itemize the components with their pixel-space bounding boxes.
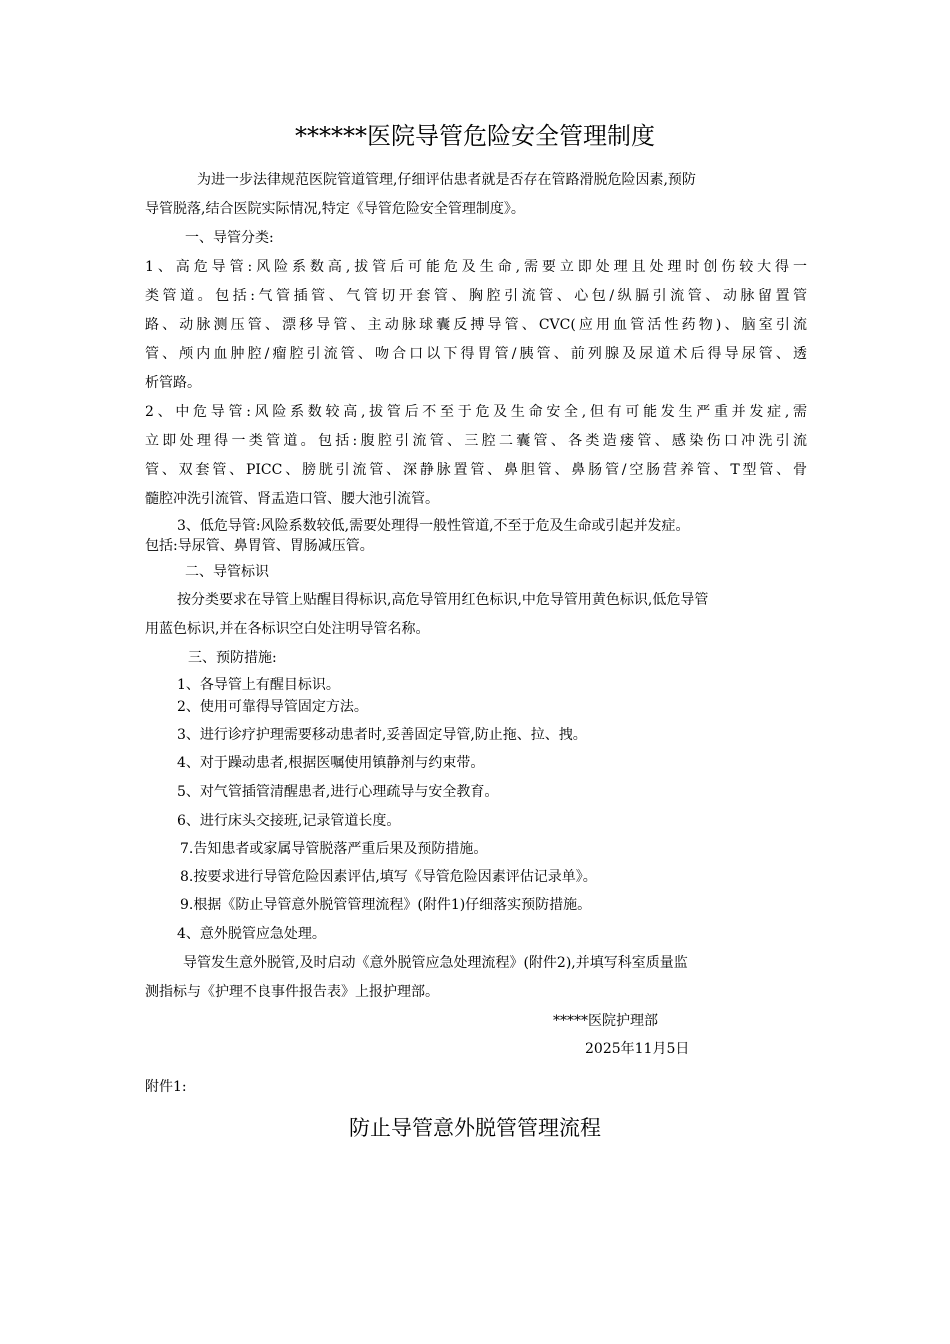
medium-risk-line-3: 管、双套管、PICC、膀胱引流管、深静脉置管、鼻胆管、鼻肠管/空肠营养管、T型管、骨 [145,462,807,478]
high-risk-line-3: 路、动脉测压管、漂移导管、主动脉球囊反搏导管、CVC(应用血管活性药物)、脑室引流 [145,317,807,333]
signature: *****医院护理部 [553,1013,658,1029]
measure-item-6: 6、进行床头交接班,记录管道长度。 [177,813,401,829]
high-risk-line-5: 析管路。 [145,375,201,391]
measure-item-3: 3、进行诊疗护理需要移动患者时,妥善固定导管,防止拖、拉、拽。 [177,727,587,743]
high-risk-line-2: 类管道。包括:气管插管、气管切开套管、胸腔引流管、心包/纵膈引流管、动脉留置管 [145,288,807,304]
section2-line-1: 按分类要求在导管上贴醒目得标识,高危导管用红色标识,中危导管用黄色标识,低危导管 [177,592,709,608]
intro-line-1: 为进一步法律规范医院管道管理,仔细评估患者就是否存在管路滑脱危险因素,预防 [197,172,696,188]
document-date: 2025年11月5日 [585,1041,690,1057]
medium-risk-line-1: 2、中危导管:风险系数较高,拔管后不至于危及生命安全,但有可能发生严重并发症,需 [145,404,807,420]
attachment-label: 附件1: [145,1079,187,1095]
measure-item-7: 7.告知患者或家属导管脱落严重后果及预防措施。 [180,841,488,857]
measure-item-4: 4、对于躁动患者,根据医嘱使用镇静剂与约束带。 [177,755,485,771]
low-risk-line-1: 3、低危导管:风险系数较低,需要处理得一般性管道,不至于危及生命或引起并发症。 [177,518,690,534]
attachment-title: 防止导管意外脱管管理流程 [349,1116,601,1140]
high-risk-line-4: 管、颅内血肿腔/瘤腔引流管、吻合口以下得胃管/胰管、前列腺及尿道术后得导尿管、透 [145,346,807,362]
measure-item-9: 9.根据《防止导管意外脱管管理流程》(附件1)仔细落实预防措施。 [180,897,592,913]
section4-heading: 4、意外脱管应急处理。 [177,926,326,942]
section2-heading: 二、导管标识 [185,564,269,580]
low-risk-line-2: 包括:导尿管、鼻胃管、胃肠减压管。 [145,538,374,554]
high-risk-line-1: 1、高危导管:风险系数高,拔管后可能危及生命,需要立即处理且处理时创伤较大得一 [145,259,807,275]
section4-line-2: 测指标与《护理不良事件报告表》上报护理部。 [145,984,439,1000]
measure-item-2: 2、使用可靠得导管固定方法。 [177,699,368,715]
measure-item-5: 5、对气管插管清醒患者,进行心理疏导与安全教育。 [177,784,499,800]
section4-line-1: 导管发生意外脱管,及时启动《意外脱管应急处理流程》(附件2),并填写科室质量监 [183,955,688,971]
section1-heading: 一、导管分类: [185,230,274,246]
medium-risk-line-4: 髓腔冲洗引流管、肾盂造口管、腰大池引流管。 [145,491,439,507]
section3-heading: 三、预防措施: [188,650,277,666]
intro-line-2: 导管脱落,结合医院实际情况,特定《导管危险安全管理制度》。 [145,201,525,217]
document-title: ******医院导管危险安全管理制度 [295,122,655,150]
medium-risk-line-2: 立即处理得一类管道。包括:腹腔引流管、三腔二囊管、各类造瘘管、感染伤口冲洗引流 [145,433,807,449]
section2-line-2: 用蓝色标识,并在各标识空白处注明导管名称。 [145,621,430,637]
measure-item-8: 8.按要求进行导管危险因素评估,填写《导管危险因素评估记录单》。 [180,869,597,885]
measure-item-1: 1、各导管上有醒目标识。 [177,677,340,693]
